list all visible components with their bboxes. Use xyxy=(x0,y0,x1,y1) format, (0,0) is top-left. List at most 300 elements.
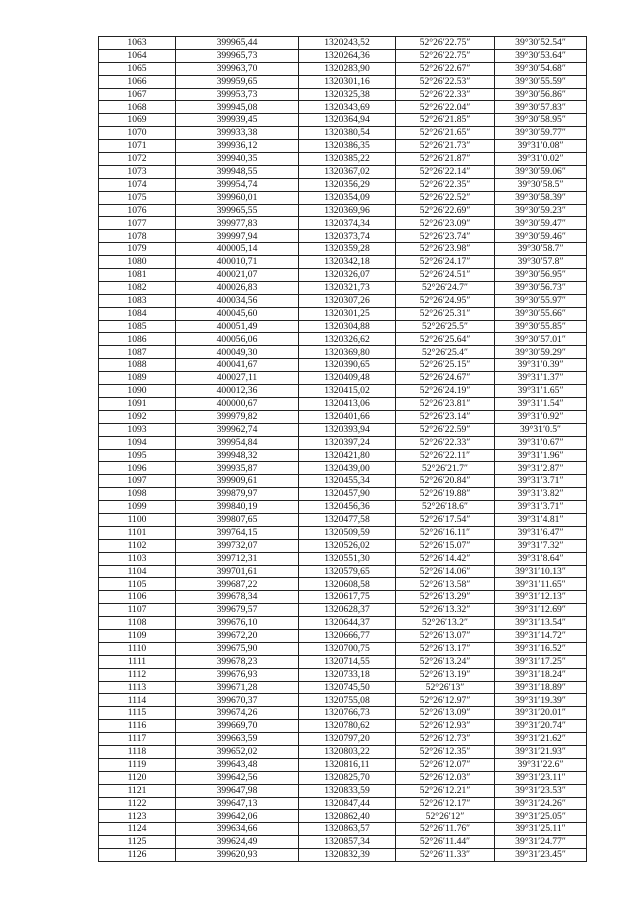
point-number-cell: 1106 xyxy=(99,591,176,604)
latitude-cell: 52°26′13.24″ xyxy=(396,655,495,668)
table-row xyxy=(99,230,587,243)
y-coordinate-cell: 1320401,66 xyxy=(299,410,396,423)
longitude-cell: 39°30′59.47″ xyxy=(495,217,587,230)
x-coordinate-cell: 399701,61 xyxy=(176,565,299,578)
longitude-cell: 39°30′55.66″ xyxy=(495,307,587,320)
longitude-cell: 39°30′57.83″ xyxy=(495,101,587,114)
x-coordinate-cell: 399879,97 xyxy=(176,488,299,501)
longitude-cell: 39°31′0.02″ xyxy=(495,153,587,166)
y-coordinate-cell: 1320780,62 xyxy=(299,720,396,733)
table-row xyxy=(99,617,587,630)
longitude-cell: 39°31′8.64″ xyxy=(495,552,587,565)
longitude-cell: 39°31′3.71″ xyxy=(495,475,587,488)
longitude-cell: 39°30′59.23″ xyxy=(495,204,587,217)
x-coordinate-cell: 399936,12 xyxy=(176,140,299,153)
latitude-cell: 52°26′12.07″ xyxy=(396,758,495,771)
x-coordinate-cell: 399643,48 xyxy=(176,758,299,771)
latitude-cell: 52°26′22.69″ xyxy=(396,204,495,217)
latitude-cell: 52°26′12.97″ xyxy=(396,694,495,707)
latitude-cell: 52°26′12.93″ xyxy=(396,720,495,733)
x-coordinate-cell: 399634,66 xyxy=(176,823,299,836)
table-row xyxy=(99,75,587,88)
latitude-cell: 52°26′24.19″ xyxy=(396,385,495,398)
x-coordinate-cell: 400021,07 xyxy=(176,269,299,282)
longitude-cell: 39°31′23.45″ xyxy=(495,849,587,862)
y-coordinate-cell: 1320803,22 xyxy=(299,745,396,758)
table-row xyxy=(99,513,587,526)
longitude-cell: 39°30′58.95″ xyxy=(495,114,587,127)
point-number-cell: 1097 xyxy=(99,475,176,488)
point-number-cell: 1067 xyxy=(99,88,176,101)
y-coordinate-cell: 1320354,09 xyxy=(299,191,396,204)
latitude-cell: 52°26′15.07″ xyxy=(396,539,495,552)
point-number-cell: 1121 xyxy=(99,784,176,797)
x-coordinate-cell: 399712,31 xyxy=(176,552,299,565)
point-number-cell: 1089 xyxy=(99,372,176,385)
latitude-cell: 52°26′24.95″ xyxy=(396,294,495,307)
table-row xyxy=(99,127,587,140)
x-coordinate-cell: 399676,10 xyxy=(176,617,299,630)
y-coordinate-cell: 1320825,70 xyxy=(299,771,396,784)
x-coordinate-cell: 399940,35 xyxy=(176,153,299,166)
table-row xyxy=(99,153,587,166)
longitude-cell: 39°31′1.65″ xyxy=(495,385,587,398)
y-coordinate-cell: 1320797,20 xyxy=(299,733,396,746)
y-coordinate-cell: 1320373,74 xyxy=(299,230,396,243)
latitude-cell: 52°26′21.65″ xyxy=(396,127,495,140)
x-coordinate-cell: 399678,34 xyxy=(176,591,299,604)
longitude-cell: 39°30′55.97″ xyxy=(495,294,587,307)
y-coordinate-cell: 1320421,80 xyxy=(299,449,396,462)
point-number-cell: 1098 xyxy=(99,488,176,501)
longitude-cell: 39°31′23.53″ xyxy=(495,784,587,797)
point-number-cell: 1094 xyxy=(99,436,176,449)
y-coordinate-cell: 1320733,18 xyxy=(299,668,396,681)
table-row xyxy=(99,836,587,849)
latitude-cell: 52°26′11.76″ xyxy=(396,823,495,836)
longitude-cell: 39°31′0.39″ xyxy=(495,359,587,372)
longitude-cell: 39°31′3.82″ xyxy=(495,488,587,501)
y-coordinate-cell: 1320369,96 xyxy=(299,204,396,217)
latitude-cell: 52°26′12.35″ xyxy=(396,745,495,758)
y-coordinate-cell: 1320457,90 xyxy=(299,488,396,501)
longitude-cell: 39°31′20.01″ xyxy=(495,707,587,720)
coordinates-table xyxy=(98,36,587,862)
latitude-cell: 52°26′21.87″ xyxy=(396,153,495,166)
latitude-cell: 52°26′22.75″ xyxy=(396,49,495,62)
y-coordinate-cell: 1320832,39 xyxy=(299,849,396,862)
longitude-cell: 39°31′11.65″ xyxy=(495,578,587,591)
x-coordinate-cell: 399675,90 xyxy=(176,642,299,655)
x-coordinate-cell: 399997,94 xyxy=(176,230,299,243)
y-coordinate-cell: 1320397,24 xyxy=(299,436,396,449)
point-number-cell: 1104 xyxy=(99,565,176,578)
point-number-cell: 1122 xyxy=(99,797,176,810)
table-row xyxy=(99,294,587,307)
point-number-cell: 1124 xyxy=(99,823,176,836)
y-coordinate-cell: 1320526,02 xyxy=(299,539,396,552)
y-coordinate-cell: 1320766,73 xyxy=(299,707,396,720)
latitude-cell: 52°26′16.11″ xyxy=(396,526,495,539)
longitude-cell: 39°30′59.06″ xyxy=(495,165,587,178)
latitude-cell: 52°26′22.59″ xyxy=(396,423,495,436)
y-coordinate-cell: 1320374,34 xyxy=(299,217,396,230)
table-row xyxy=(99,539,587,552)
point-number-cell: 1110 xyxy=(99,642,176,655)
table-row xyxy=(99,475,587,488)
point-number-cell: 1112 xyxy=(99,668,176,681)
longitude-cell: 39°30′55.85″ xyxy=(495,320,587,333)
y-coordinate-cell: 1320326,62 xyxy=(299,333,396,346)
table-row xyxy=(99,178,587,191)
point-number-cell: 1095 xyxy=(99,449,176,462)
point-number-cell: 1111 xyxy=(99,655,176,668)
y-coordinate-cell: 1320509,59 xyxy=(299,526,396,539)
latitude-cell: 52°26′13.32″ xyxy=(396,604,495,617)
x-coordinate-cell: 399674,26 xyxy=(176,707,299,720)
y-coordinate-cell: 1320666,77 xyxy=(299,629,396,642)
y-coordinate-cell: 1320628,37 xyxy=(299,604,396,617)
point-number-cell: 1071 xyxy=(99,140,176,153)
x-coordinate-cell: 399764,15 xyxy=(176,526,299,539)
x-coordinate-cell: 399671,28 xyxy=(176,681,299,694)
x-coordinate-cell: 399807,65 xyxy=(176,513,299,526)
longitude-cell: 39°31′21.62″ xyxy=(495,733,587,746)
latitude-cell: 52°26′23.09″ xyxy=(396,217,495,230)
longitude-cell: 39°31′1.54″ xyxy=(495,397,587,410)
longitude-cell: 39°31′23.11″ xyxy=(495,771,587,784)
latitude-cell: 52°26′17.54″ xyxy=(396,513,495,526)
table-row xyxy=(99,565,587,578)
point-number-cell: 1107 xyxy=(99,604,176,617)
y-coordinate-cell: 1320325,38 xyxy=(299,88,396,101)
latitude-cell: 52°26′25.4″ xyxy=(396,346,495,359)
point-number-cell: 1093 xyxy=(99,423,176,436)
point-number-cell: 1081 xyxy=(99,269,176,282)
y-coordinate-cell: 1320551,30 xyxy=(299,552,396,565)
x-coordinate-cell: 399962,74 xyxy=(176,423,299,436)
table-row xyxy=(99,191,587,204)
longitude-cell: 39°31′12.13″ xyxy=(495,591,587,604)
longitude-cell: 39°31′24.77″ xyxy=(495,836,587,849)
latitude-cell: 52°26′24.51″ xyxy=(396,269,495,282)
y-coordinate-cell: 1320415,02 xyxy=(299,385,396,398)
table-row xyxy=(99,333,587,346)
point-number-cell: 1074 xyxy=(99,178,176,191)
y-coordinate-cell: 1320283,90 xyxy=(299,62,396,75)
latitude-cell: 52°26′12″ xyxy=(396,810,495,823)
table-row xyxy=(99,37,587,50)
point-number-cell: 1118 xyxy=(99,745,176,758)
longitude-cell: 39°31′0.67″ xyxy=(495,436,587,449)
y-coordinate-cell: 1320755,08 xyxy=(299,694,396,707)
table-row xyxy=(99,307,587,320)
y-coordinate-cell: 1320745,50 xyxy=(299,681,396,694)
y-coordinate-cell: 1320301,25 xyxy=(299,307,396,320)
y-coordinate-cell: 1320714,55 xyxy=(299,655,396,668)
longitude-cell: 39°31′2.87″ xyxy=(495,462,587,475)
longitude-cell: 39°30′56.73″ xyxy=(495,281,587,294)
longitude-cell: 39°30′52.54″ xyxy=(495,37,587,50)
longitude-cell: 39°30′57.01″ xyxy=(495,333,587,346)
x-coordinate-cell: 400045,60 xyxy=(176,307,299,320)
latitude-cell: 52°26′22.67″ xyxy=(396,62,495,75)
table-row xyxy=(99,823,587,836)
longitude-cell: 39°31′21.93″ xyxy=(495,745,587,758)
point-number-cell: 1102 xyxy=(99,539,176,552)
table-row xyxy=(99,810,587,823)
coordinates-table-body xyxy=(99,37,587,862)
longitude-cell: 39°30′56.95″ xyxy=(495,269,587,282)
table-row xyxy=(99,694,587,707)
table-row xyxy=(99,707,587,720)
x-coordinate-cell: 399840,19 xyxy=(176,501,299,514)
longitude-cell: 39°30′58.7″ xyxy=(495,243,587,256)
point-number-cell: 1090 xyxy=(99,385,176,398)
table-row xyxy=(99,849,587,862)
latitude-cell: 52°26′22.04″ xyxy=(396,101,495,114)
latitude-cell: 52°26′23.81″ xyxy=(396,397,495,410)
longitude-cell: 39°31′1.96″ xyxy=(495,449,587,462)
point-number-cell: 1080 xyxy=(99,256,176,269)
table-row xyxy=(99,256,587,269)
table-row xyxy=(99,526,587,539)
table-row xyxy=(99,629,587,642)
point-number-cell: 1126 xyxy=(99,849,176,862)
y-coordinate-cell: 1320321,73 xyxy=(299,281,396,294)
latitude-cell: 52°26′22.52″ xyxy=(396,191,495,204)
y-coordinate-cell: 1320477,58 xyxy=(299,513,396,526)
point-number-cell: 1108 xyxy=(99,617,176,630)
x-coordinate-cell: 400056,06 xyxy=(176,333,299,346)
y-coordinate-cell: 1320439,00 xyxy=(299,462,396,475)
longitude-cell: 39°30′59.29″ xyxy=(495,346,587,359)
x-coordinate-cell: 399959,65 xyxy=(176,75,299,88)
y-coordinate-cell: 1320386,35 xyxy=(299,140,396,153)
table-row xyxy=(99,784,587,797)
table-row xyxy=(99,642,587,655)
point-number-cell: 1087 xyxy=(99,346,176,359)
longitude-cell: 39°30′58.39″ xyxy=(495,191,587,204)
y-coordinate-cell: 1320307,26 xyxy=(299,294,396,307)
y-coordinate-cell: 1320326,07 xyxy=(299,269,396,282)
latitude-cell: 52°26′12.17″ xyxy=(396,797,495,810)
point-number-cell: 1114 xyxy=(99,694,176,707)
latitude-cell: 52°26′25.31″ xyxy=(396,307,495,320)
longitude-cell: 39°31′0.08″ xyxy=(495,140,587,153)
table-row xyxy=(99,578,587,591)
x-coordinate-cell: 399979,82 xyxy=(176,410,299,423)
latitude-cell: 52°26′25.15″ xyxy=(396,359,495,372)
latitude-cell: 52°26′12.73″ xyxy=(396,733,495,746)
latitude-cell: 52°26′22.11″ xyxy=(396,449,495,462)
y-coordinate-cell: 1320579,65 xyxy=(299,565,396,578)
y-coordinate-cell: 1320390,65 xyxy=(299,359,396,372)
longitude-cell: 39°31′16.52″ xyxy=(495,642,587,655)
y-coordinate-cell: 1320367,02 xyxy=(299,165,396,178)
point-number-cell: 1077 xyxy=(99,217,176,230)
x-coordinate-cell: 399672,20 xyxy=(176,629,299,642)
longitude-cell: 39°31′25.05″ xyxy=(495,810,587,823)
y-coordinate-cell: 1320862,40 xyxy=(299,810,396,823)
latitude-cell: 52°26′12.21″ xyxy=(396,784,495,797)
table-row xyxy=(99,797,587,810)
y-coordinate-cell: 1320243,52 xyxy=(299,37,396,50)
point-number-cell: 1085 xyxy=(99,320,176,333)
x-coordinate-cell: 399620,93 xyxy=(176,849,299,862)
table-row xyxy=(99,269,587,282)
point-number-cell: 1088 xyxy=(99,359,176,372)
point-number-cell: 1079 xyxy=(99,243,176,256)
x-coordinate-cell: 399669,70 xyxy=(176,720,299,733)
y-coordinate-cell: 1320857,34 xyxy=(299,836,396,849)
y-coordinate-cell: 1320644,37 xyxy=(299,617,396,630)
point-number-cell: 1091 xyxy=(99,397,176,410)
x-coordinate-cell: 399965,55 xyxy=(176,204,299,217)
latitude-cell: 52°26′13.19″ xyxy=(396,668,495,681)
point-number-cell: 1070 xyxy=(99,127,176,140)
latitude-cell: 52°26′20.84″ xyxy=(396,475,495,488)
table-row xyxy=(99,720,587,733)
x-coordinate-cell: 399965,44 xyxy=(176,37,299,50)
table-row xyxy=(99,668,587,681)
latitude-cell: 52°26′21.73″ xyxy=(396,140,495,153)
latitude-cell: 52°26′13.2″ xyxy=(396,617,495,630)
latitude-cell: 52°26′13″ xyxy=(396,681,495,694)
y-coordinate-cell: 1320617,75 xyxy=(299,591,396,604)
latitude-cell: 52°26′14.42″ xyxy=(396,552,495,565)
x-coordinate-cell: 399652,02 xyxy=(176,745,299,758)
table-row xyxy=(99,62,587,75)
latitude-cell: 52°26′21.7″ xyxy=(396,462,495,475)
point-number-cell: 1066 xyxy=(99,75,176,88)
point-number-cell: 1075 xyxy=(99,191,176,204)
latitude-cell: 52°26′19.88″ xyxy=(396,488,495,501)
point-number-cell: 1109 xyxy=(99,629,176,642)
latitude-cell: 52°26′13.07″ xyxy=(396,629,495,642)
latitude-cell: 52°26′12.03″ xyxy=(396,771,495,784)
y-coordinate-cell: 1320359,28 xyxy=(299,243,396,256)
x-coordinate-cell: 400000,67 xyxy=(176,397,299,410)
x-coordinate-cell: 399965,73 xyxy=(176,49,299,62)
x-coordinate-cell: 400034,56 xyxy=(176,294,299,307)
table-row xyxy=(99,243,587,256)
point-number-cell: 1063 xyxy=(99,37,176,50)
latitude-cell: 52°26′11.33″ xyxy=(396,849,495,862)
table-row xyxy=(99,372,587,385)
longitude-cell: 39°31′3.71″ xyxy=(495,501,587,514)
latitude-cell: 52°26′22.75″ xyxy=(396,37,495,50)
y-coordinate-cell: 1320456,36 xyxy=(299,501,396,514)
x-coordinate-cell: 399687,22 xyxy=(176,578,299,591)
y-coordinate-cell: 1320393,94 xyxy=(299,423,396,436)
y-coordinate-cell: 1320413,06 xyxy=(299,397,396,410)
latitude-cell: 52°26′24.17″ xyxy=(396,256,495,269)
table-row xyxy=(99,101,587,114)
point-number-cell: 1065 xyxy=(99,62,176,75)
table-row xyxy=(99,410,587,423)
table-row xyxy=(99,552,587,565)
longitude-cell: 39°31′17.25″ xyxy=(495,655,587,668)
table-row xyxy=(99,281,587,294)
x-coordinate-cell: 400012,36 xyxy=(176,385,299,398)
point-number-cell: 1086 xyxy=(99,333,176,346)
point-number-cell: 1123 xyxy=(99,810,176,823)
point-number-cell: 1068 xyxy=(99,101,176,114)
x-coordinate-cell: 400051,49 xyxy=(176,320,299,333)
longitude-cell: 39°31′25.11″ xyxy=(495,823,587,836)
x-coordinate-cell: 399977,83 xyxy=(176,217,299,230)
longitude-cell: 39°30′55.59″ xyxy=(495,75,587,88)
longitude-cell: 39°30′56.86″ xyxy=(495,88,587,101)
latitude-cell: 52°26′13.17″ xyxy=(396,642,495,655)
table-row xyxy=(99,346,587,359)
longitude-cell: 39°31′13.54″ xyxy=(495,617,587,630)
y-coordinate-cell: 1320356,29 xyxy=(299,178,396,191)
point-number-cell: 1076 xyxy=(99,204,176,217)
point-number-cell: 1083 xyxy=(99,294,176,307)
point-number-cell: 1084 xyxy=(99,307,176,320)
y-coordinate-cell: 1320364,94 xyxy=(299,114,396,127)
longitude-cell: 39°31′18.24″ xyxy=(495,668,587,681)
point-number-cell: 1101 xyxy=(99,526,176,539)
longitude-cell: 39°31′6.47″ xyxy=(495,526,587,539)
x-coordinate-cell: 400049,30 xyxy=(176,346,299,359)
table-row xyxy=(99,591,587,604)
point-number-cell: 1064 xyxy=(99,49,176,62)
point-number-cell: 1119 xyxy=(99,758,176,771)
x-coordinate-cell: 399624,49 xyxy=(176,836,299,849)
y-coordinate-cell: 1320833,59 xyxy=(299,784,396,797)
longitude-cell: 39°31′10.13″ xyxy=(495,565,587,578)
point-number-cell: 1069 xyxy=(99,114,176,127)
y-coordinate-cell: 1320264,36 xyxy=(299,49,396,62)
y-coordinate-cell: 1320863,57 xyxy=(299,823,396,836)
point-number-cell: 1082 xyxy=(99,281,176,294)
y-coordinate-cell: 1320304,88 xyxy=(299,320,396,333)
latitude-cell: 52°26′22.33″ xyxy=(396,436,495,449)
latitude-cell: 52°26′21.85″ xyxy=(396,114,495,127)
latitude-cell: 52°26′11.44″ xyxy=(396,836,495,849)
x-coordinate-cell: 399939,45 xyxy=(176,114,299,127)
table-row xyxy=(99,88,587,101)
table-row xyxy=(99,385,587,398)
latitude-cell: 52°26′22.14″ xyxy=(396,165,495,178)
table-row xyxy=(99,655,587,668)
latitude-cell: 52°26′13.58″ xyxy=(396,578,495,591)
y-coordinate-cell: 1320385,22 xyxy=(299,153,396,166)
table-row xyxy=(99,758,587,771)
y-coordinate-cell: 1320847,44 xyxy=(299,797,396,810)
x-coordinate-cell: 400010,71 xyxy=(176,256,299,269)
table-row xyxy=(99,140,587,153)
x-coordinate-cell: 399676,93 xyxy=(176,668,299,681)
latitude-cell: 52°26′22.35″ xyxy=(396,178,495,191)
x-coordinate-cell: 399960,01 xyxy=(176,191,299,204)
table-row xyxy=(99,423,587,436)
longitude-cell: 39°31′1.37″ xyxy=(495,372,587,385)
point-number-cell: 1092 xyxy=(99,410,176,423)
latitude-cell: 52°26′24.67″ xyxy=(396,372,495,385)
y-coordinate-cell: 1320343,69 xyxy=(299,101,396,114)
longitude-cell: 39°31′0.5″ xyxy=(495,423,587,436)
latitude-cell: 52°26′18.6″ xyxy=(396,501,495,514)
latitude-cell: 52°26′25.5″ xyxy=(396,320,495,333)
table-row xyxy=(99,359,587,372)
longitude-cell: 39°31′12.69″ xyxy=(495,604,587,617)
x-coordinate-cell: 399678,23 xyxy=(176,655,299,668)
table-row xyxy=(99,488,587,501)
